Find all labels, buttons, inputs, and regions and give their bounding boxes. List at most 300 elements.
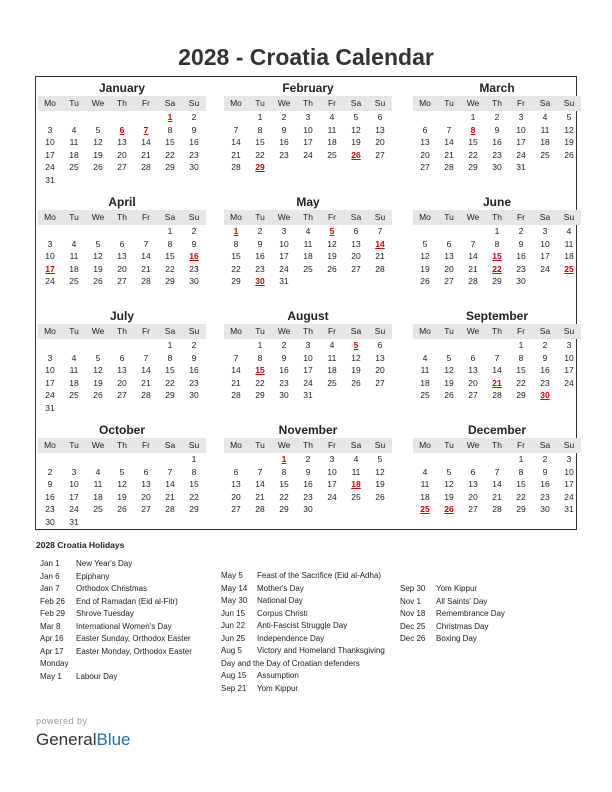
holiday-date: Sep 30 bbox=[400, 584, 426, 593]
day-cell: 8 bbox=[494, 238, 500, 249]
day-cell: 16 bbox=[516, 251, 526, 262]
day-cell: 29 bbox=[255, 390, 265, 401]
day-cell: 21 bbox=[165, 491, 175, 502]
day-cell: 11 bbox=[93, 479, 103, 490]
day-cell: 12 bbox=[93, 137, 103, 148]
day-cell: 29 bbox=[492, 276, 502, 287]
day-cell: 9 bbox=[281, 352, 287, 363]
week-row bbox=[413, 124, 581, 137]
day-cell bbox=[485, 453, 509, 466]
day-cell: 11 bbox=[69, 137, 79, 148]
week-row bbox=[38, 503, 206, 516]
weekday-header bbox=[413, 210, 581, 225]
day-cell bbox=[437, 225, 461, 238]
day-cell: 23 bbox=[540, 491, 550, 502]
day-cell: 3 bbox=[329, 454, 335, 464]
holiday-date: Jun 22 bbox=[221, 621, 246, 630]
day-cell: 27 bbox=[117, 390, 127, 401]
day-cell: 10 bbox=[303, 352, 313, 363]
day-cell: 22 bbox=[189, 491, 199, 502]
holiday-date: Apr 17 bbox=[40, 646, 64, 656]
day-cell: 25 bbox=[540, 149, 550, 160]
day-cell: 14 bbox=[141, 251, 151, 262]
week-row bbox=[413, 466, 581, 479]
week-row bbox=[413, 491, 581, 504]
day-cell: 8 bbox=[281, 466, 287, 477]
day-cell: 11 bbox=[540, 124, 550, 135]
day-cell: 30 bbox=[45, 516, 55, 527]
week-row bbox=[38, 149, 206, 162]
holiday-date: Sep 21 bbox=[221, 683, 247, 693]
week-row bbox=[413, 503, 581, 516]
week-row bbox=[38, 339, 206, 352]
week-row bbox=[413, 136, 581, 149]
holiday-day-cell: 16 bbox=[189, 251, 199, 262]
holiday-day-cell: 25 bbox=[420, 504, 430, 515]
week-row bbox=[413, 263, 581, 276]
day-cell: 2 bbox=[305, 454, 311, 464]
week-row bbox=[413, 339, 581, 352]
day-cell bbox=[437, 453, 461, 466]
day-cell: 9 bbox=[494, 124, 500, 135]
day-cell: 27 bbox=[117, 162, 127, 173]
holiday-day-cell: 5 bbox=[353, 340, 359, 350]
weekday-label: Su bbox=[374, 326, 386, 336]
weekday-label: Fr bbox=[327, 98, 337, 108]
day-cell: 19 bbox=[420, 263, 430, 274]
day-cell: 27 bbox=[375, 377, 385, 388]
weekday-label: Sa bbox=[164, 440, 176, 450]
holiday-item bbox=[400, 608, 505, 621]
day-cell: 10 bbox=[69, 479, 79, 490]
day-cell: 5 bbox=[353, 112, 359, 122]
day-cell bbox=[86, 339, 110, 352]
day-cell: 24 bbox=[45, 162, 55, 173]
day-cell: 1 bbox=[518, 454, 524, 464]
weekday-label: Mo bbox=[44, 212, 56, 222]
weekday-label: We bbox=[277, 440, 291, 450]
day-cell: 28 bbox=[444, 162, 454, 173]
day-cell bbox=[38, 453, 62, 466]
generalblue-logo[interactable] bbox=[36, 730, 131, 750]
day-cell: 8 bbox=[233, 238, 239, 249]
day-cell bbox=[224, 111, 248, 124]
day-cell: 7 bbox=[446, 124, 452, 135]
weekday-label: We bbox=[466, 98, 480, 108]
weekday-label: Su bbox=[374, 440, 386, 450]
day-cell: 19 bbox=[327, 251, 337, 262]
day-cell: 5 bbox=[446, 466, 452, 477]
day-cell: 13 bbox=[351, 238, 361, 249]
day-cell: 29 bbox=[165, 276, 175, 287]
day-cell bbox=[533, 161, 557, 174]
week-row bbox=[38, 275, 206, 288]
weekday-label: Mo bbox=[230, 98, 242, 108]
week-row bbox=[38, 136, 206, 149]
day-cell bbox=[320, 275, 344, 288]
weekday-label: Su bbox=[188, 326, 200, 336]
weekday-label: Th bbox=[492, 98, 502, 108]
day-cell: 17 bbox=[69, 491, 79, 502]
weekday-label: Fr bbox=[141, 212, 151, 222]
weekday-label: Su bbox=[563, 212, 575, 222]
day-cell: 3 bbox=[305, 112, 311, 122]
day-cell: 8 bbox=[167, 352, 173, 363]
holiday-name: Epiphany bbox=[76, 571, 110, 581]
day-cell: 2 bbox=[191, 112, 197, 122]
day-cell: 11 bbox=[69, 365, 79, 376]
weekday-label: Fr bbox=[141, 440, 151, 450]
holiday-item bbox=[40, 583, 192, 596]
holiday-date: Jan 7 bbox=[40, 584, 60, 593]
day-cell: 10 bbox=[45, 251, 55, 262]
day-cell: 8 bbox=[257, 352, 263, 363]
weekday-header bbox=[38, 438, 206, 453]
week-row bbox=[38, 124, 206, 137]
day-cell bbox=[62, 339, 86, 352]
day-cell: 19 bbox=[93, 149, 103, 160]
day-cell: 6 bbox=[143, 466, 149, 477]
month-name: June bbox=[482, 195, 511, 209]
day-cell: 9 bbox=[191, 238, 197, 249]
day-cell bbox=[110, 225, 134, 238]
day-cell: 25 bbox=[351, 491, 361, 502]
holiday-item bbox=[221, 670, 385, 683]
day-cell: 12 bbox=[93, 365, 103, 376]
day-cell bbox=[413, 339, 437, 352]
day-cell: 6 bbox=[119, 352, 125, 363]
day-cell bbox=[368, 275, 392, 288]
day-cell: 12 bbox=[375, 466, 385, 477]
day-cell: 25 bbox=[93, 504, 103, 515]
day-cell: 7 bbox=[377, 226, 383, 236]
day-cell: 21 bbox=[231, 149, 241, 160]
day-cell: 13 bbox=[141, 479, 151, 490]
day-cell bbox=[134, 339, 158, 352]
day-cell: 9 bbox=[191, 124, 197, 135]
day-cell: 10 bbox=[516, 124, 526, 135]
week-row bbox=[224, 275, 392, 288]
day-cell: 25 bbox=[303, 263, 313, 274]
day-cell: 26 bbox=[93, 276, 103, 287]
holiday-item bbox=[221, 608, 385, 621]
day-cell: 1 bbox=[167, 226, 173, 236]
month-name: December bbox=[467, 423, 527, 437]
day-cell: 21 bbox=[141, 377, 151, 388]
day-cell: 6 bbox=[470, 466, 476, 477]
day-cell: 10 bbox=[45, 137, 55, 148]
weekday-header bbox=[38, 210, 206, 225]
day-cell: 18 bbox=[303, 251, 313, 262]
day-cell: 17 bbox=[45, 149, 55, 160]
holiday-item bbox=[221, 683, 385, 696]
day-cell: 22 bbox=[165, 263, 175, 274]
month-february bbox=[224, 81, 392, 174]
weekday-label: Tu bbox=[444, 326, 454, 336]
week-row bbox=[224, 238, 392, 251]
weekday-label: Th bbox=[117, 212, 127, 222]
weekday-label: Tu bbox=[444, 212, 454, 222]
brand-blue: Blue bbox=[96, 730, 131, 749]
holiday-date: Aug 15 bbox=[221, 671, 247, 680]
day-cell: 23 bbox=[279, 377, 289, 388]
day-cell: 16 bbox=[255, 251, 265, 262]
day-cell: 10 bbox=[540, 238, 550, 249]
day-cell: 23 bbox=[189, 149, 199, 160]
day-cell: 5 bbox=[377, 454, 383, 464]
day-cell: 17 bbox=[564, 479, 574, 490]
day-cell: 22 bbox=[468, 149, 478, 160]
day-cell bbox=[344, 389, 368, 402]
holiday-item bbox=[221, 595, 385, 608]
day-cell: 2 bbox=[542, 454, 548, 464]
day-cell: 24 bbox=[279, 263, 289, 274]
holiday-column bbox=[400, 583, 505, 646]
day-cell: 12 bbox=[564, 124, 574, 135]
month-november bbox=[224, 423, 392, 516]
day-cell: 3 bbox=[566, 340, 572, 350]
day-cell bbox=[224, 339, 248, 352]
day-cell: 15 bbox=[516, 365, 526, 376]
week-row bbox=[413, 453, 581, 466]
weekday-label: Tu bbox=[444, 98, 454, 108]
day-cell: 4 bbox=[353, 454, 359, 464]
day-cell: 30 bbox=[189, 390, 199, 401]
weekday-label: Su bbox=[563, 326, 575, 336]
day-cell: 24 bbox=[327, 491, 337, 502]
day-cell: 12 bbox=[351, 352, 361, 363]
day-cell: 26 bbox=[564, 149, 574, 160]
month-april bbox=[38, 195, 206, 288]
day-cell: 19 bbox=[375, 479, 385, 490]
day-cell: 11 bbox=[303, 238, 313, 249]
day-cell: 12 bbox=[117, 479, 127, 490]
day-cell: 29 bbox=[189, 504, 199, 515]
day-cell: 20 bbox=[444, 263, 454, 274]
weekday-label: We bbox=[277, 212, 291, 222]
day-cell: 17 bbox=[327, 479, 337, 490]
weekday-label: Fr bbox=[516, 98, 526, 108]
weekday-label: Tu bbox=[69, 326, 79, 336]
day-cell: 8 bbox=[191, 466, 197, 477]
day-cell: 23 bbox=[189, 263, 199, 274]
week-row bbox=[224, 263, 392, 276]
day-cell: 1 bbox=[257, 340, 263, 350]
day-cell: 16 bbox=[279, 137, 289, 148]
month-december bbox=[413, 423, 581, 516]
weekday-label: Fr bbox=[516, 440, 526, 450]
holiday-name: New Year's Day bbox=[76, 559, 133, 568]
day-cell: 28 bbox=[375, 263, 385, 274]
weekday-label: Mo bbox=[230, 212, 242, 222]
day-cell bbox=[158, 402, 182, 415]
week-row bbox=[38, 478, 206, 491]
holiday-date: Day and the Day of Croatian defenders bbox=[221, 658, 360, 668]
day-cell: 17 bbox=[279, 251, 289, 262]
day-cell: 23 bbox=[540, 377, 550, 388]
holiday-item bbox=[221, 658, 385, 671]
day-cell bbox=[557, 161, 581, 174]
holiday-item bbox=[221, 583, 385, 596]
day-cell: 9 bbox=[305, 466, 311, 477]
day-cell: 1 bbox=[470, 112, 476, 122]
weekday-label: Tu bbox=[255, 212, 265, 222]
day-cell bbox=[62, 225, 86, 238]
day-cell: 19 bbox=[444, 377, 454, 388]
weekday-label: Sa bbox=[539, 98, 551, 108]
day-cell: 21 bbox=[492, 491, 502, 502]
day-cell bbox=[158, 453, 182, 466]
weekday-label: We bbox=[466, 440, 480, 450]
holiday-day-cell: 8 bbox=[470, 124, 476, 135]
day-cell: 3 bbox=[305, 340, 311, 350]
day-cell: 9 bbox=[542, 466, 548, 477]
holiday-day-cell: 22 bbox=[492, 263, 502, 274]
month-name: November bbox=[278, 423, 338, 437]
month-name: February bbox=[282, 81, 334, 95]
day-cell bbox=[86, 402, 110, 415]
day-cell: 18 bbox=[69, 263, 79, 274]
day-cell: 24 bbox=[303, 377, 313, 388]
holiday-item bbox=[40, 596, 192, 609]
day-cell: 4 bbox=[422, 466, 428, 477]
weekday-label: Th bbox=[303, 326, 313, 336]
weekday-label: Mo bbox=[44, 440, 56, 450]
holiday-item bbox=[221, 620, 385, 633]
day-cell bbox=[557, 275, 581, 288]
powered-by-text: powered by bbox=[36, 716, 88, 726]
day-cell bbox=[38, 225, 62, 238]
holiday-name: Shrove Tuesday bbox=[76, 609, 134, 618]
day-cell bbox=[110, 453, 134, 466]
day-cell: 13 bbox=[420, 137, 430, 148]
day-cell bbox=[413, 453, 437, 466]
holiday-day-cell: 26 bbox=[444, 504, 454, 515]
day-cell bbox=[344, 275, 368, 288]
holiday-date: May 14 bbox=[221, 583, 248, 593]
day-cell: 27 bbox=[141, 504, 151, 515]
week-row bbox=[224, 124, 392, 137]
day-cell: 28 bbox=[141, 276, 151, 287]
day-cell: 25 bbox=[327, 149, 337, 160]
holiday-name: Anti-Fascist Struggle Day bbox=[257, 621, 348, 630]
day-cell: 25 bbox=[420, 390, 430, 401]
holiday-item bbox=[400, 596, 505, 609]
weekday-label: Tu bbox=[255, 98, 265, 108]
weekday-label: Fr bbox=[327, 326, 337, 336]
day-cell: 13 bbox=[468, 365, 478, 376]
page-title: 2028 - Croatia Calendar bbox=[178, 44, 434, 70]
holiday-item bbox=[400, 633, 505, 646]
month-january bbox=[38, 81, 206, 187]
day-cell: 15 bbox=[468, 137, 478, 148]
day-cell: 9 bbox=[47, 479, 53, 490]
day-cell bbox=[86, 111, 110, 124]
day-cell: 16 bbox=[303, 479, 313, 490]
brand-general: General bbox=[36, 730, 97, 749]
day-cell: 26 bbox=[351, 377, 361, 388]
day-cell bbox=[110, 516, 134, 529]
day-cell: 30 bbox=[516, 276, 526, 287]
holiday-day-cell: 5 bbox=[329, 226, 335, 236]
day-cell: 17 bbox=[303, 137, 313, 148]
day-cell: 24 bbox=[69, 504, 79, 515]
day-cell: 7 bbox=[257, 466, 263, 477]
day-cell: 23 bbox=[303, 491, 313, 502]
week-row bbox=[224, 364, 392, 377]
day-cell: 7 bbox=[470, 238, 476, 249]
day-cell: 13 bbox=[231, 479, 241, 490]
day-cell: 5 bbox=[566, 112, 572, 122]
holiday-day-cell: 18 bbox=[351, 479, 361, 490]
holiday-day-cell: 30 bbox=[255, 276, 265, 287]
holiday-day-cell: 15 bbox=[255, 365, 265, 376]
day-cell: 21 bbox=[375, 251, 385, 262]
holiday-item bbox=[40, 646, 192, 659]
day-cell: 7 bbox=[143, 238, 149, 249]
day-cell: 28 bbox=[255, 504, 265, 515]
holiday-day-cell: 17 bbox=[45, 263, 55, 274]
week-row bbox=[413, 238, 581, 251]
day-cell: 4 bbox=[71, 124, 77, 135]
day-cell: 13 bbox=[375, 352, 385, 363]
day-cell bbox=[320, 161, 344, 174]
holiday-name: Christmas Day bbox=[436, 621, 489, 631]
holiday-date: May 30 bbox=[221, 596, 248, 605]
weekday-label: Tu bbox=[444, 440, 454, 450]
holiday-name: Victory and Homeland Thanksgiving bbox=[257, 646, 385, 655]
day-cell: 18 bbox=[420, 377, 430, 388]
weekday-label: Mo bbox=[44, 98, 56, 108]
day-cell bbox=[413, 225, 437, 238]
day-cell: 4 bbox=[71, 238, 77, 249]
day-cell: 11 bbox=[327, 124, 337, 135]
weekday-label: Mo bbox=[419, 326, 431, 336]
weekday-label: Fr bbox=[327, 440, 337, 450]
day-cell bbox=[38, 339, 62, 352]
day-cell: 1 bbox=[191, 454, 197, 464]
day-cell: 30 bbox=[540, 504, 550, 515]
weekday-label: Tu bbox=[255, 440, 265, 450]
day-cell: 2 bbox=[191, 226, 197, 236]
weekday-label: Tu bbox=[69, 440, 79, 450]
weekday-label: Fr bbox=[327, 212, 337, 222]
day-cell bbox=[368, 503, 392, 516]
weekday-header bbox=[38, 324, 206, 339]
day-cell: 6 bbox=[377, 112, 383, 122]
day-cell: 30 bbox=[189, 162, 199, 173]
day-cell bbox=[62, 111, 86, 124]
weekday-label: Fr bbox=[516, 212, 526, 222]
holiday-item bbox=[221, 570, 385, 583]
weekday-label: Th bbox=[492, 440, 502, 450]
month-name: April bbox=[108, 195, 136, 209]
weekday-label: We bbox=[91, 98, 105, 108]
week-row bbox=[38, 238, 206, 251]
day-cell: 19 bbox=[351, 365, 361, 376]
day-cell: 13 bbox=[468, 479, 478, 490]
day-cell: 11 bbox=[420, 479, 430, 490]
day-cell: 7 bbox=[233, 124, 239, 135]
day-cell bbox=[248, 453, 272, 466]
day-cell bbox=[38, 111, 62, 124]
weekday-label: Fr bbox=[516, 326, 526, 336]
day-cell: 26 bbox=[117, 504, 127, 515]
day-cell: 7 bbox=[494, 352, 500, 363]
day-cell: 28 bbox=[231, 162, 241, 173]
holiday-item bbox=[400, 583, 505, 596]
day-cell: 15 bbox=[255, 137, 265, 148]
